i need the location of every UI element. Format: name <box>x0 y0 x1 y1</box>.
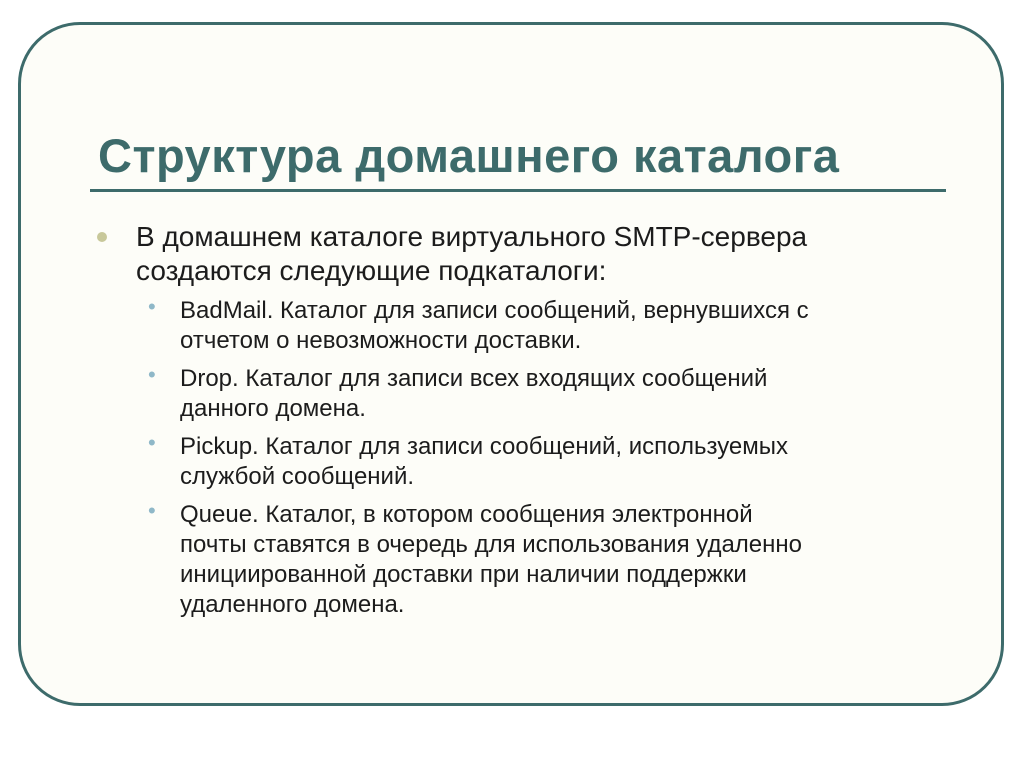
list-item-line: почты ставятся в очередь для использования удаленно <box>180 531 802 558</box>
list-item-line: инициированной доставки при наличии поддержки <box>180 561 747 588</box>
list-item-line: отчетом о невозможности доставки. <box>180 327 582 354</box>
list-item-drop <box>0 364 940 424</box>
list-item-line: удаленного домена. <box>180 591 405 618</box>
list-item-line: BadMail. Каталог для записи сообщений, вернувшихся с <box>180 297 809 324</box>
level2-bullet-icon: • <box>148 362 156 387</box>
list-item-line: данного домена. <box>180 395 366 422</box>
slide-body <box>0 220 1024 620</box>
list-item-line: службой сообщений. <box>180 463 415 490</box>
list-item-line: Queue. Каталог, в котором сообщения электронной <box>180 501 753 528</box>
list-item-line: Drop. Каталог для записи всех входящих сообщений <box>180 365 768 392</box>
list-item-line: Pickup. Каталог для записи сообщений, используемых <box>180 433 789 460</box>
level2-bullet-icon: • <box>148 294 156 319</box>
list-item-queue <box>0 500 940 620</box>
slide-title: Структура домашнего каталога <box>98 129 840 182</box>
intro-paragraph <box>0 220 936 288</box>
list-item-pickup <box>0 432 940 492</box>
level2-bullet-icon: • <box>148 430 156 455</box>
intro-line: В домашнем каталоге виртуального SMTP-сервера <box>136 221 808 252</box>
level2-bullet-icon: • <box>148 498 156 523</box>
list-item-badmail <box>0 296 940 356</box>
level1-bullet-icon <box>97 232 107 242</box>
intro-line: создаются следующие подкаталоги: <box>136 255 607 286</box>
title-underline <box>90 189 946 192</box>
